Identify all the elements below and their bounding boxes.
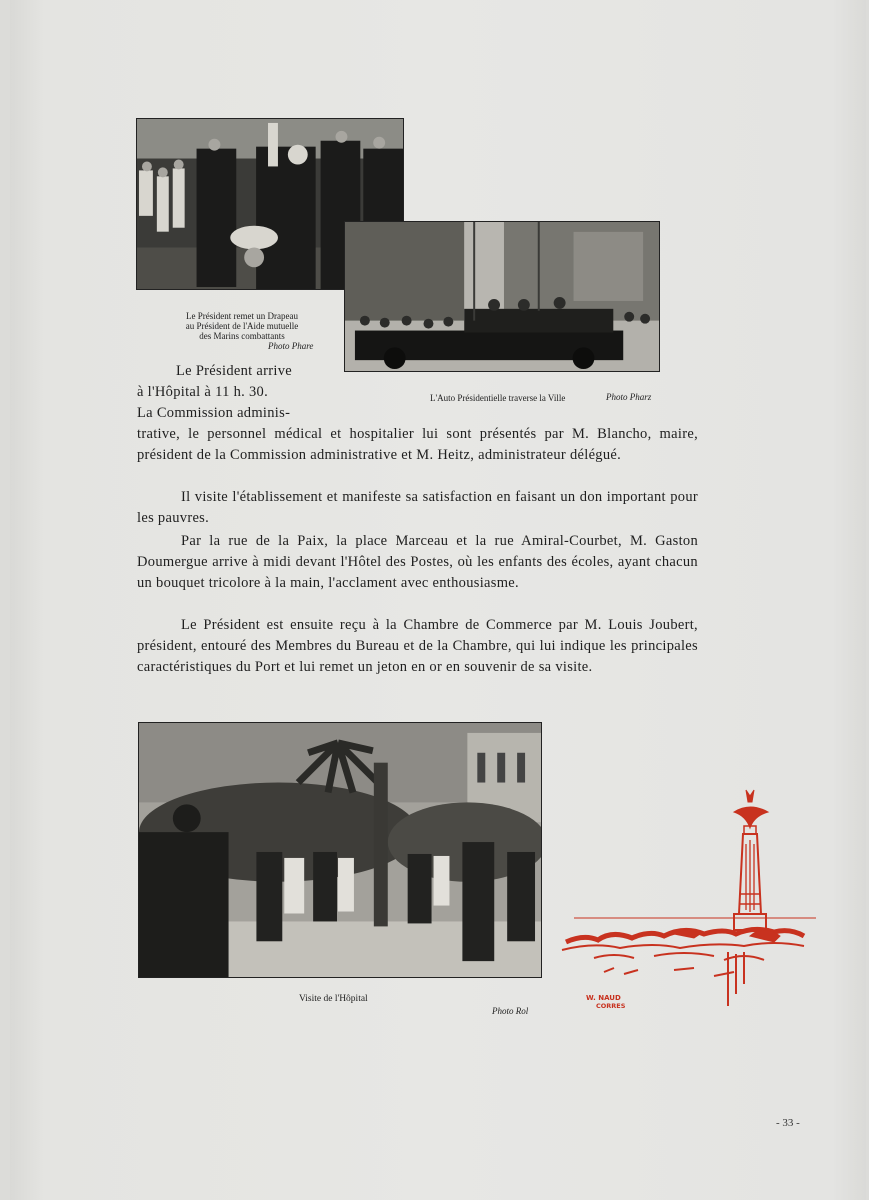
paragraph-2: Il visite l'établissement et manifeste sa satisfaction en faisant un don important pour les pauvres.	[137, 489, 698, 526]
flag-caption	[162, 311, 322, 341]
paragraph-1-line-3: La Commission adminis-	[137, 405, 291, 421]
hospital-caption: Visite de l'Hôpital	[299, 994, 368, 1004]
photo-presidential-car-image	[345, 222, 659, 371]
paragraph-1-line-1: Le Président arrive	[176, 363, 293, 379]
monument-illustration-image	[554, 784, 816, 1014]
monument-illustration	[554, 784, 816, 1014]
illustration-signature-line-1: W. NAUD	[586, 994, 621, 1002]
paragraph-1-opening	[137, 361, 347, 424]
photo-hospital-visit-image	[139, 723, 541, 977]
paragraph-1-line-2: à l'Hôpital à 11 h. 30.	[137, 384, 268, 400]
paragraph-3: Par la rue de la Paix, la place Marceau et la rue Amiral-Courbet, M. Gaston Doumergue arrive à midi devant l'Hôtel des Postes, où les enfants des écoles, ayant chacun un bouquet tricolore à la main, l'acclament avec enthousiasme.	[137, 533, 698, 591]
flag-caption-line-3: des Marins combattants	[199, 331, 285, 341]
flag-caption-line-2: au Président de l'Aide mutuelle	[185, 321, 299, 331]
flag-caption-line-1: Le Président remet un Drapeau	[186, 311, 298, 321]
car-credit: Photo Pharz	[606, 392, 652, 402]
page-number: - 33 -	[776, 1117, 800, 1129]
flag-credit: Photo Phare	[268, 341, 314, 351]
photo-hospital-visit	[138, 722, 542, 978]
hospital-credit: Photo Rol	[492, 1006, 529, 1016]
photo-presidential-car	[344, 221, 660, 372]
illustration-signature-line-2: CORRES	[596, 1002, 626, 1010]
paragraph-4: Le Président est ensuite reçu à la Chambre de Commerce par M. Louis Joubert, président, entouré des Membres du Bureau et de la Chambre, qui lui indique les principales caractéristiques du Port et lui remet un jeton en or en souvenir de sa visite.	[137, 617, 698, 675]
paragraph-1-continued: trative, le personnel médical et hospitalier lui sont présentés par M. Blancho, maire, président de la Commission administrative et M. Heitz, administrateur délégué.	[137, 426, 698, 463]
page	[10, 0, 866, 1200]
car-caption: L'Auto Présidentielle traverse la Ville	[430, 393, 566, 403]
